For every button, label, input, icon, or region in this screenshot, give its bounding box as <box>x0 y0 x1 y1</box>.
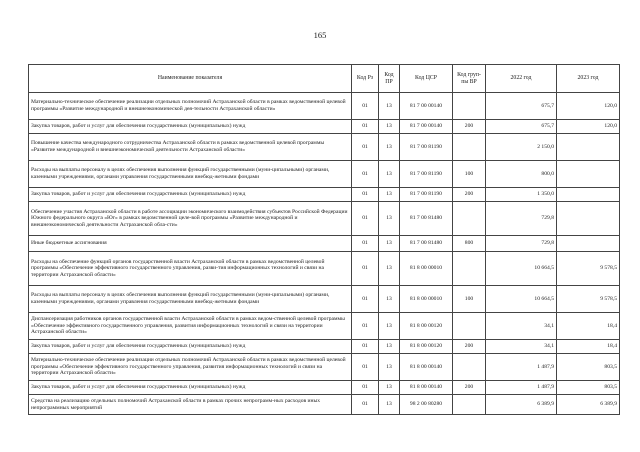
row-rz: 01 <box>352 313 379 340</box>
table-row <box>29 161 620 188</box>
row-csr: 98 2 00 80280 <box>400 395 453 415</box>
row-pr: 13 <box>379 188 400 202</box>
table-row <box>29 395 620 415</box>
row-pr: 13 <box>379 313 400 340</box>
row-2022: 10 664,5 <box>486 286 557 313</box>
row-2022: 6 389,9 <box>486 395 557 415</box>
row-name: Закупка товаров, работ и услуг для обеспечения государственных (муниципальных) нужд <box>29 340 352 354</box>
row-rz: 01 <box>352 340 379 354</box>
row-vr <box>453 395 486 415</box>
row-name: Закупка товаров, работ и услуг для обеспечения государственных (муниципальных) нужд <box>29 188 352 202</box>
row-pr: 13 <box>379 252 400 286</box>
row-rz: 01 <box>352 134 379 161</box>
row-csr: 81 7 00 81190 <box>400 161 453 188</box>
row-pr: 13 <box>379 134 400 161</box>
table-row <box>29 93 620 120</box>
row-csr: 81 7 00 00140 <box>400 93 453 120</box>
row-rz: 01 <box>352 202 379 236</box>
row-rz: 01 <box>352 161 379 188</box>
table-row <box>29 313 620 340</box>
row-2022: 675,7 <box>486 120 557 134</box>
row-name: Материально-техническое обеспечение реализации отдельных полномочий Астраханской области в рамках ведомственной целевой программы «Обеспечение эффективного государственного управления, развития информационных технологий и связи на территории Астраханской области» <box>29 354 352 381</box>
row-vr <box>453 252 486 286</box>
row-2022: 10 664,5 <box>486 252 557 286</box>
row-pr: 13 <box>379 286 400 313</box>
row-2023: 9 578,5 <box>557 252 620 286</box>
row-pr: 13 <box>379 354 400 381</box>
column-header-pr: Код ПР <box>379 65 400 93</box>
row-csr: 81 8 00 00140 <box>400 381 453 395</box>
column-header-vr: Код груп-пы ВР <box>453 65 486 93</box>
row-2023: 18,4 <box>557 313 620 340</box>
row-pr: 13 <box>379 202 400 236</box>
row-2023: 803,5 <box>557 381 620 395</box>
row-2023: 18,4 <box>557 340 620 354</box>
row-name: Закупка товаров, работ и услуг для обеспечения государственных (муниципальных) нужд <box>29 120 352 134</box>
budget-table <box>28 64 620 415</box>
row-2022: 729,8 <box>486 202 557 236</box>
table-row <box>29 286 620 313</box>
table-row <box>29 188 620 202</box>
row-vr <box>453 313 486 340</box>
row-pr: 13 <box>379 340 400 354</box>
row-2022: 2 150,0 <box>486 134 557 161</box>
table-row <box>29 381 620 395</box>
row-vr: 100 <box>453 286 486 313</box>
row-vr: 200 <box>453 340 486 354</box>
table-row <box>29 202 620 236</box>
row-rz: 01 <box>352 236 379 252</box>
row-2023 <box>557 188 620 202</box>
row-2022: 1 487,9 <box>486 354 557 381</box>
table-row <box>29 354 620 381</box>
row-vr: 800 <box>453 236 486 252</box>
row-pr: 13 <box>379 93 400 120</box>
row-csr: 81 7 00 81190 <box>400 188 453 202</box>
row-vr: 100 <box>453 161 486 188</box>
row-name: Закупка товаров, работ и услуг для обеспечения государственных (муниципальных) нужд <box>29 381 352 395</box>
row-rz: 01 <box>352 286 379 313</box>
row-vr: 200 <box>453 120 486 134</box>
column-header-name: Наименование показателя <box>29 65 352 93</box>
row-2022: 34,1 <box>486 340 557 354</box>
row-name: Диспансеризация работников органов государственной власти Астраханской области в рамках ведом-ственной целевой программы «Обеспечение эффективного государственного управления, развития информационных технологий и связи на территории Астраханской области» <box>29 313 352 340</box>
row-rz: 01 <box>352 252 379 286</box>
row-vr <box>453 134 486 161</box>
row-name: Расходы на выплаты персоналу в целях обеспечения выполнения функций государственными (муни-ципальными) органами, казенными учреждениями, органами управления государственными внебюд-жетными фондами <box>29 161 352 188</box>
row-2023: 120,0 <box>557 93 620 120</box>
row-2022: 729,8 <box>486 236 557 252</box>
row-csr: 81 8 00 00120 <box>400 340 453 354</box>
row-name: Средства на реализацию отдельных полномочий Астраханской области в рамках прочих непрограмм-ных расходов иных непрограммных мероприятий <box>29 395 352 415</box>
row-rz: 01 <box>352 188 379 202</box>
row-vr: 200 <box>453 381 486 395</box>
row-name: Иные бюджетные ассигнования <box>29 236 352 252</box>
table-row <box>29 252 620 286</box>
column-header-2022: 2022 год <box>486 65 557 93</box>
row-csr: 81 7 00 00140 <box>400 120 453 134</box>
row-2023 <box>557 202 620 236</box>
row-csr: 81 7 00 81480 <box>400 236 453 252</box>
row-2023 <box>557 134 620 161</box>
row-rz: 01 <box>352 120 379 134</box>
table-row <box>29 134 620 161</box>
row-vr <box>453 354 486 381</box>
row-pr: 13 <box>379 395 400 415</box>
row-2022: 1 350,0 <box>486 188 557 202</box>
table-row <box>29 236 620 252</box>
row-name: Расходы на выплаты персоналу в целях обеспечения выполнения функций государственными (муни-ципальными) органами, казенными учреждениями, органами управления государственными внебюд-жетными фондами <box>29 286 352 313</box>
row-2023 <box>557 161 620 188</box>
row-rz: 01 <box>352 354 379 381</box>
row-name: Обеспечение участия Астраханской области в работе ассоциации экономического взаимодействия субъектов Российской Федерации Южного федерального округа «Юг» в рамках ведомственной целе-вой программы «Развитие международной и внешнеэкономической деятельности Астраханской обла-сти» <box>29 202 352 236</box>
row-2023 <box>557 236 620 252</box>
row-vr: 200 <box>453 188 486 202</box>
row-csr: 81 8 00 00010 <box>400 252 453 286</box>
row-2023: 9 578,5 <box>557 286 620 313</box>
row-csr: 81 7 00 81190 <box>400 134 453 161</box>
row-pr: 13 <box>379 161 400 188</box>
row-csr: 81 8 00 00120 <box>400 313 453 340</box>
row-2022: 1 487,9 <box>486 381 557 395</box>
row-csr: 81 8 00 00140 <box>400 354 453 381</box>
row-2022: 675,7 <box>486 93 557 120</box>
table-header-row <box>29 65 620 93</box>
row-name: Расходы на обеспечение функций органов государственной власти Астраханской области в рамках ведомственной целевой программы «Обеспечение эффективного государственного управления, разви-тия информационных технологий и связи на территории Астраханской области» <box>29 252 352 286</box>
row-rz: 01 <box>352 93 379 120</box>
row-pr: 13 <box>379 236 400 252</box>
row-vr <box>453 93 486 120</box>
page-number: 165 <box>313 30 327 40</box>
row-2022: 800,0 <box>486 161 557 188</box>
table-row <box>29 120 620 134</box>
row-2023: 6 389,9 <box>557 395 620 415</box>
row-2022: 34,1 <box>486 313 557 340</box>
row-name: Повышение качества международного сотрудничества Астраханской области в рамках ведомственной целевой программы «Развитие международной и внешнеэкономической деятельности Астраханской области» <box>29 134 352 161</box>
row-pr: 13 <box>379 381 400 395</box>
column-header-rz: Код Рз <box>352 65 379 93</box>
row-vr <box>453 202 486 236</box>
row-name: Материально-техническое обеспечение реализации отдельных полномочий Астраханской области в рамках ведомственной целевой программы «Развитие международной и внешнеэкономической дея-тельности Астраханской области» <box>29 93 352 120</box>
table-row <box>29 340 620 354</box>
row-rz: 01 <box>352 395 379 415</box>
column-header-2023: 2023 год <box>557 65 620 93</box>
row-csr: 81 8 00 00010 <box>400 286 453 313</box>
row-2023: 803,5 <box>557 354 620 381</box>
row-csr: 81 7 00 81480 <box>400 202 453 236</box>
row-2023: 120,0 <box>557 120 620 134</box>
column-header-csr: Код ЦСР <box>400 65 453 93</box>
row-rz: 01 <box>352 381 379 395</box>
row-pr: 13 <box>379 120 400 134</box>
